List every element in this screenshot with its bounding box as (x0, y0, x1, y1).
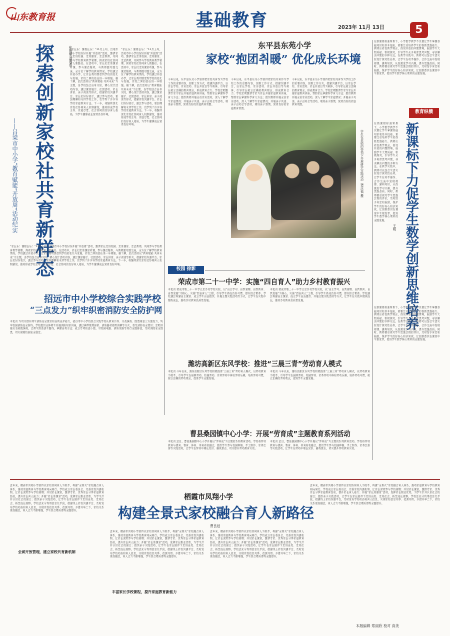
heze-body-2: 本报讯 近日，曹县桑园镇中心小学开展以“劳育成”为主题的系列教育活动。学校将劳动教育与德育、智育、体育、美育有机融合，组织学生参与校园种植、手工制作、家务比拼等实践活动，让学生在劳动中增长见识、磨炼意志，切实提升劳动教育实效。 (270, 440, 370, 451)
sidebar-body-2: 在新课程标准背景下，小学数学教学不仅要让学生掌握基础知识和基本技能，更要注重培养学生的创新思维能力。教师应转变教学观念，创设开放的问题情境，鼓励学生大胆质疑、积极探究，引导学生从多角度思考问题，寻求解决问题的多种方法。在教学实践中，教师可以结合生活实际设计探究性任务，让学生在动手操作、合作交流中发现规律、建构知识，从而激发学习兴趣，提升思维品质。同时，教师要重视对学生思维过程的评价，及时给予肯定和鼓励，保护学生的好奇心和求知欲，让创新意识在课堂中生根发芽，促进学生数学核心素养的全面发展。 (374, 122, 398, 223)
issue-date: 2023年 11月 13日 (338, 25, 385, 31)
weifang-body-2: 本报讯 今年以来，潍坊高新区东风学校积极推进“三晨三青”劳动育人模式，以劳动教育为抓手，引导学生在晨间劳动、校园劳动、家务劳动中体验劳动乐趣，培养劳动习惯，树立正确的劳动观念，促进学生全面发展。 (270, 370, 370, 381)
bottom-body-col-2: 近年来，栖霞市凤翔小学坚持以家校协同育人为抓手，构建“全景式”家校融合育人体系，推动家庭教育与学校教育同向同行。学校成立家长委员会，完善家校沟通机制，让家长深度参与学校管理；开设家长课堂，邀请专家、优秀家长分享家庭教育经验，提升家长育人能力；开展“家长进课堂”活动，发挥家长职业优势，为学生打开认识社会的窗口；组织亲子实践活动，让学生在家长陪伴下走进自然、走进社会，拓宽成长视野。学校还充分利用信息化手段，搭建线上家校沟通平台，及时发布学校动态和育人信息，实现家校信息共享、资源共用。多措并举之下，家校关系更加融洽，育人合力不断增强，学生综合素质得到全面提升。 (110, 530, 204, 559)
safety-article-body: 本报讯 为切实提升师生消防安全意识和自救自护能力，招远市中小学校综合实践学校从教育引导、实战演练、隐患排查三方面发力，筑牢校园消防安全防线。学校组织全体师生开展消防知识讲座，通过典型案例剖析、消防器材使用讲解等方式，普及消防安全常识；定期开展应急疏散演练，让师生熟悉逃生路线，掌握自救方法；成立专项检查小组，对校园电路、消防设施等进行全面排查，及时消除安全隐患，切实保障校园安全稳定。 (10, 320, 163, 334)
bottom-title: 构建全景式家校融合育人新路径 (118, 506, 314, 522)
sidebar-body-3: 在新课程标准背景下，小学数学教学不仅要让学生掌握基础知识和基本技能，更要注重培养学生的创新思维能力。教师应转变教学观念，创设开放的问题情境，鼓励学生大胆质疑、积极探究，引导学生从多角度思考问题，寻求解决问题的多种方法。在教学实践中，教师可以结合生活实际设计探究性任务，让学生在动手操作、合作交流中发现规律、建构知识，从而激发学习兴趣，提升思维品质。同时，教师要重视对学生思维过程的评价，及时给予肯定和鼓励，保护学生的好奇心和求知欲，让创新意识在课堂中生根发芽，促进学生数学核心素养的全面发展。 (374, 306, 440, 342)
weifang-body-1: 本报讯 今年以来，潍坊高新区东风学校积极推进“三晨三青”劳动育人模式，以劳动教育为抓手，引导学生在晨间劳动、校园劳动、家务劳动中体验劳动乐趣，培养劳动习惯，树立正确的劳动观念，促进学生全面发展。 (168, 370, 266, 381)
bottom-subhead-2: 丰富家长学校课程，提升家庭教育新能力 (112, 590, 177, 594)
page-number-badge: 5 (410, 22, 428, 38)
dongping-photo (231, 120, 356, 238)
rongcheng-body-1: 本报讯 荣成市第二十一中学立足乡村学校实际，以“自主学习、自我管理、自我教育、自我发展”为核心，实施“四自育人”工程，引导学生养成良好习惯，提升综合素养。学校通过构建自主课堂、成立学生自治组织、开展主题实践活动等方式，让学生在实践中锻炼成长，推动乡村教育高质量发展。 (168, 288, 266, 302)
dongping-article-subtitle: 家校“抱团취暖” 优化成长环境 (206, 52, 361, 66)
sidebar-body-1: 在新课程标准背景下，小学数学教学不仅要让学生掌握基础知识和基本技能，更要注重培养学生的创新思维能力。教师应转变教学观念，创设开放的问题情境，鼓励学生大胆质疑、积极探究，引导学生从多角度思考问题，寻求解决问题的多种方法。在教学实践中，教师可以结合生活实际设计探究性任务，让学生在动手操作、合作交流中发现规律、建构知识，从而激发学习兴趣，提升思维品质。同时，教师要重视对学生思维过程的评价，及时给予肯定和鼓励，保护学生的好奇心和求知欲，让创新意识在课堂中生根发芽，促进学生数学核心素养的全面发展。 (374, 40, 440, 76)
dongping-article-title: 东平县东苑小学 (258, 41, 312, 50)
lead-article-body-3: “家长乐！课程长乐！”11月上旬，吕梁市中小学校纷纷开展“开放周”活动，邀请家长走进校园、走进课堂、走近教师，共同参与学校教育教学管理，探索家校社协同育人新路径。在活动中，家长们走进课堂听课，参与课后服务，与教师面对面交流，全方位了解学校教育情况。学校通过开放办学，让家长真切感受到学校的变化与发展，家校之间的信任进一步增强。据了解，此次活动以“教育赋能 共育未来”为主题，各学校结合自身实际，精心设计活动内容，通过课堂展示、社团活动、家长讲堂、亲子阅读等形式，搭建家校沟通平台。家长们纷纷表示，通过参与活动，更加理解和支持学校工作，也学到了许多科学的家庭教育方法。下一步，将继续深化家校社协同育人机制建设，推动形成学校主导、家庭尽责、社会协同的良好育人格局，为学生健康成长营造良好环境。 (10, 245, 162, 266)
rongcheng-body-2: 本报讯 荣成市第二十一中学立足乡村学校实际，以“自主学习、自我管理、自我教育、自我发展”为核心，实施“四自育人”工程，引导学生养成良好习惯，提升综合素养。学校通过构建自主课堂、成立学生自治组织、开展主题实践活动等方式，让学生在实践中锻炼成长，推动乡村教育高质量发展。 (270, 288, 370, 302)
footer-editor: 本版编辑 郑丽欣 校对 高美 (356, 624, 399, 628)
photo-teacher (237, 160, 271, 230)
bottom-author: 曹良冠 (210, 524, 221, 528)
photo-label-bar: 校园 掠影 (168, 266, 204, 274)
rongcheng-title: 荣成市第二十一中学：实施“四自育人”助力乡村教育振兴 (178, 278, 351, 286)
sidebar-tag: 教育纵横 (409, 108, 439, 118)
lead-article-body-1: “家长乐！课程长乐！”11月上旬，吕梁市中小学校纷纷开展“开放周”活动，邀请家长走进校园、走进课堂、走近教师，共同参与学校教育教学管理，探索家校社协同育人新路径。在活动中，家长们走进课堂听课，参与课后服务，与教师面对面交流，全方位了解学校教育情况。学校通过开放办学，让家长真切感受到学校的变化与发展，家校之间的信任进一步增强。据了解，此次活动以“教育赋能 共育未来”为主题，各学校结合自身实际，精心设计活动内容，通过课堂展示、社团活动、家长讲堂、亲子阅读等形式，搭建家校沟通平台。家长们纷纷表示，通过参与活动，更加理解和支持学校工作，也学到了许多科学的家庭教育方法。下一步，将继续深化家校社协同育人机制建设，推动形成学校主导、家庭尽责、社会协同的良好育人格局，为学生健康成长营造良好环境。 (70, 48, 118, 116)
dongping-body-3: 今年以来，东平县东苑小学坚持把家校共育作为学校工作的重要内容，创新工作方式，搭建沟通平台，以家长学校、家访活动、家长开放日等为载体，引导家长树立正确的教育观念，形成教育合力。学校定期邀请专家为家长开展家庭教育讲座，帮助家长掌握科学育儿方法；组织教师开展全员家访活动，深入了解学生家庭情况；开展亲子共读、亲子运动会等活动，增进亲子感情，营造良好的家庭教育氛围。 (292, 78, 356, 107)
photo-children (271, 150, 341, 220)
safety-article-subtitle: “三点发力”织牢织密消防安全防护网 (30, 305, 163, 315)
sidebar-title: 新课标下力促学生数学创新思维培养 (403, 122, 418, 330)
masthead (0, 0, 450, 44)
column-divider (164, 40, 165, 415)
sidebar-divider (372, 40, 373, 460)
newspaper-logo: 山东教育报 (10, 13, 56, 23)
heze-title: 曹县桑园镇中心小学：开展“劳育成”主题教育系列活动 (190, 430, 351, 438)
dongping-body-1: 今年以来，东平县东苑小学坚持把家校共育作为学校工作的重要内容，创新工作方式，搭建沟通平台，以家长学校、家访活动、家长开放日等为载体，引导家长树立正确的教育观念，形成教育合力。学校定期邀请专家为家长开展家庭教育讲座，帮助家长掌握科学育儿方法；组织教师开展全员家访活动，深入了解学生家庭情况；开展亲子共读、亲子运动会等活动，增进亲子感情，营造良好的家庭教育氛围。 (168, 78, 228, 107)
section-title: 基础教育 (196, 11, 268, 31)
lead-article-title: 探索创新家校社共育新样态 (33, 44, 54, 278)
weifang-title: 潍坊高新区东风学校：推进“三晨三青”劳动育人模式 (188, 360, 342, 368)
bottom-body-col-1: 近年来，栖霞市凤翔小学坚持以家校协同育人为抓手，构建“全景式”家校融合育人体系，推动家庭教育与学校教育同向同行。学校成立家长委员会，完善家校沟通机制，让家长深度参与学校管理；开设家长课堂，邀请专家、优秀家长分享家庭教育经验，提升家长育人能力；开展“家长进课堂”活动，发挥家长职业优势，为学生打开认识社会的窗口；组织亲子实践活动，让学生在家长陪伴下走进自然、走进社会，拓宽成长视野。学校还充分利用信息化手段，搭建线上家校沟通平台，及时发布学校动态和育人信息，实现家校信息共享、资源共用。多措并举之下，家校关系更加融洽，育人合力不断增强，学生综合素质得到全面提升。 (10, 484, 104, 513)
lead-article-body-2: “家长乐！课程长乐！”11月上旬，吕梁市中小学校纷纷开展“开放周”活动，邀请家长走进校园、走进课堂、走近教师，共同参与学校教育教学管理，探索家校社协同育人新路径。在活动中，家长们走进课堂听课，参与课后服务，与教师面对面交流，全方位了解学校教育情况。学校通过开放办学，让家长真切感受到学校的变化与发展，家校之间的信任进一步增强。据了解，此次活动以“教育赋能 共育未来”为主题，各学校结合自身实际，精心设计活动内容，通过课堂展示、社团活动、家长讲堂、亲子阅读等形式，搭建家校沟通平台。家长们纷纷表示，通过参与活动，更加理解和支持学校工作，也学到了许多科学的家庭教育方法。下一步，将继续深化家校社协同育人机制建设，推动形成学校主导、家庭尽责、社会协同的良好育人格局，为学生健康成长营造良好环境。 (121, 48, 162, 127)
bottom-title-top: 栖霞市凤翔小学 (184, 493, 233, 501)
bottom-body-col-3: 近年来，栖霞市凤翔小学坚持以家校协同育人为抓手，构建“全景式”家校融合育人体系，推动家庭教育与学校教育同向同行。学校成立家长委员会，完善家校沟通机制，让家长深度参与学校管理；开设家长课堂，邀请专家、优秀家长分享家庭教育经验，提升家长育人能力；开展“家长进课堂”活动，发挥家长职业优势，为学生打开认识社会的窗口；组织亲子实践活动，让学生在家长陪伴下走进自然、走进社会，拓宽成长视野。学校还充分利用信息化手段，搭建线上家校沟通平台，及时发布学校动态和育人信息，实现家校信息共享、资源共用。多措并举之下，家校关系更加融洽，育人合力不断增强，学生综合素质得到全面提升。 (210, 530, 304, 559)
sidebar-author: 王明 (392, 224, 396, 231)
header-rule (10, 32, 410, 33)
dongping-body-2: 今年以来，东平县东苑小学坚持把家校共育作为学校工作的重要内容，创新工作方式，搭建沟通平台，以家长学校、家访活动、家长开放日等为载体，引导家长树立正确的教育观念，形成教育合力。学校定期邀请专家为家长开展家庭教育讲座，帮助家长掌握科学育儿方法；组织教师开展全员家访活动，深入了解学生家庭情况；开展亲子共读、亲子运动会等活动，增进亲子感情，营造良好的家庭教育氛围。 (231, 78, 289, 110)
heze-body-1: 本报讯 近日，曹县桑园镇中心小学开展以“劳育成”为主题的系列教育活动。学校将劳动教育与德育、智育、体育、美育有机融合，组织学生参与校园种植、手工制作、家务比拼等实践活动，让学生在劳动中增长见识、磨炼意志，切实提升劳动教育实效。 (168, 440, 266, 451)
lead-article-subtitle: ——吕梁市中小学“教育赋能”开放周”活动纪实 (11, 118, 17, 233)
bottom-section-rule (10, 479, 440, 480)
photo-label-rule (205, 270, 365, 271)
lead-article-author: 张海潮 刘海燕 (68, 46, 72, 67)
bottom-subhead-1: 全面开放管理，建立家校共育新机制 (18, 550, 76, 554)
bottom-body-col-4: 近年来，栖霞市凤翔小学坚持以家校协同育人为抓手，构建“全景式”家校融合育人体系，推动家庭教育与学校教育同向同行。学校成立家长委员会，完善家校沟通机制，让家长深度参与学校管理；开设家长课堂，邀请专家、优秀家长分享家庭教育经验，提升家长育人能力；开展“家长进课堂”活动，发挥家长职业优势，为学生打开认识社会的窗口；组织亲子实践活动，让学生在家长陪伴下走进自然、走进社会，拓宽成长视野。学校还充分利用信息化手段，搭建线上家校沟通平台，及时发布学校动态和育人信息，实现家校信息共享、资源共用。多措并举之下，家校关系更加融洽，育人合力不断增强，学生综合素质得到全面提升。 (310, 484, 440, 505)
safety-article-title: 招远市中小学校综合实践学校 (44, 295, 162, 305)
dongping-photo-caption: 学生在老师的带领下开展研学实践活动（谭庆福 摄） (360, 130, 364, 200)
logo-ribbon-icon (6, 7, 18, 19)
